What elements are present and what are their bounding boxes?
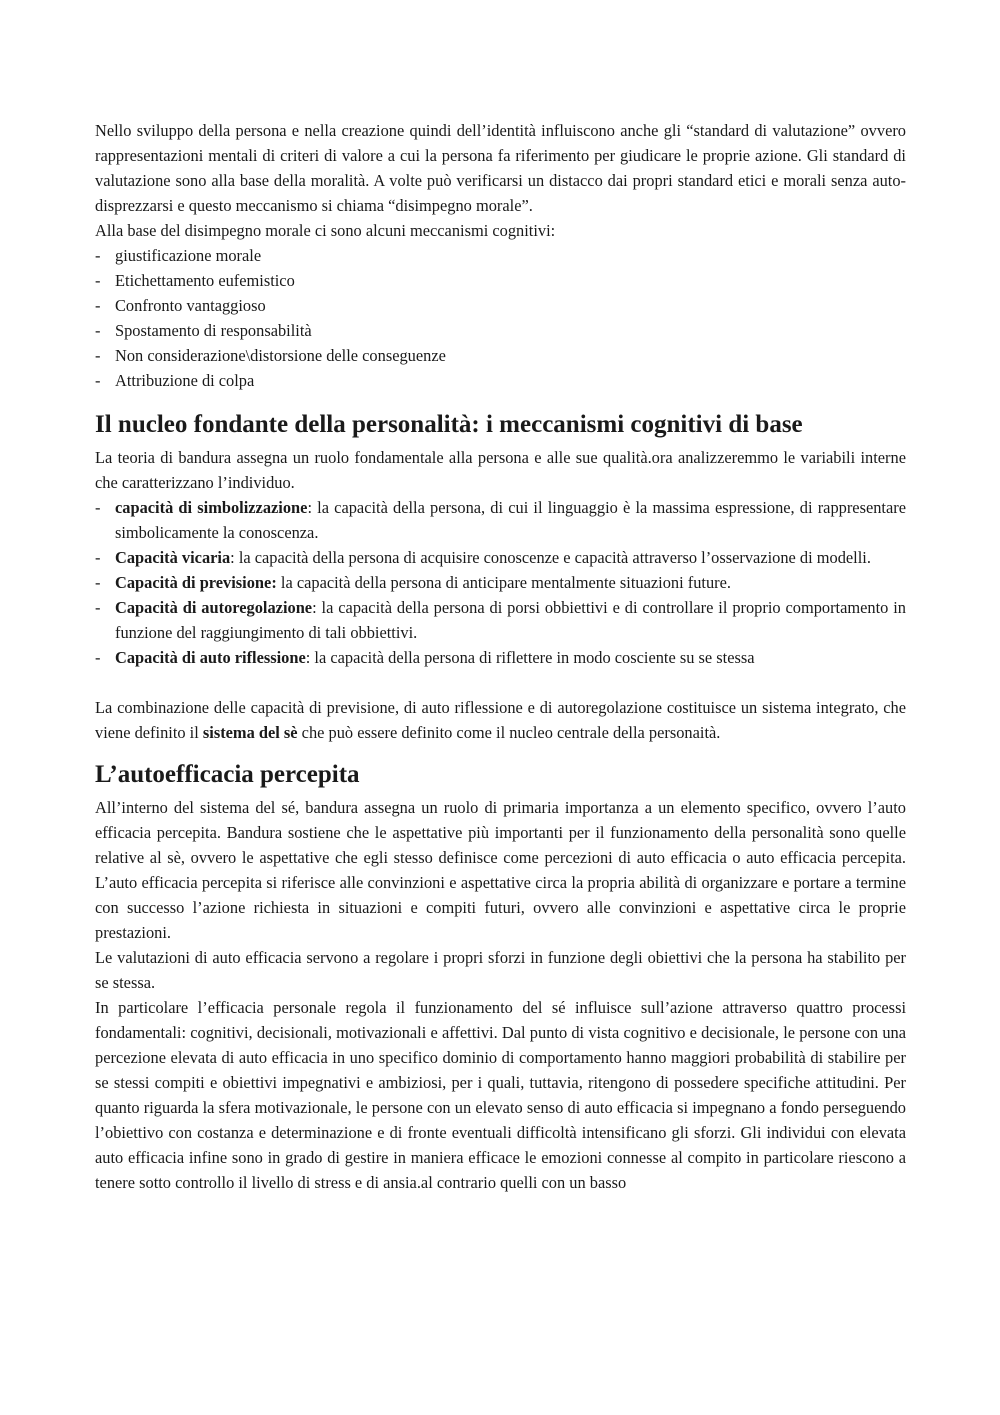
list-item-term: Capacità vicaria bbox=[115, 548, 231, 567]
list-item-text: : la capacità della persona, di cui il linguaggio è la massima espressione, di rappresentare simbolicamente la conoscenza. bbox=[115, 498, 906, 542]
list-item-term: capacità di simbolizzazione bbox=[115, 498, 308, 517]
section-heading-self-efficacy: L’autoefficacia percepita bbox=[95, 761, 360, 788]
list-item-text: : la capacità della persona di porsi obbiettivi e di controllare il proprio comportamento in funzione del raggiungimento di tali obbiettivi. bbox=[115, 598, 906, 642]
moral-disengagement-list bbox=[95, 243, 906, 393]
list-item bbox=[95, 495, 906, 545]
list-item: - Non considerazione\distorsione delle conseguenze bbox=[95, 343, 906, 368]
section1-intro-paragraph: La teoria di bandura assegna un ruolo fondamentale alla persona e alle sue qualità.ora analizzeremmo le variabili interne che caratterizzano l’individuo. bbox=[95, 448, 906, 492]
list-item: - Etichettamento eufemistico bbox=[95, 268, 906, 293]
self-efficacy-paragraph: Le valutazioni di auto efficacia servono a regolare i propri sforzi in funzione degli obiettivi che la persona ha stabilito per se stessa. bbox=[95, 948, 906, 992]
list-item-text: : la capacità della persona di acquisire conoscenze e capacità attraverso l’osservazione di modelli. bbox=[230, 548, 871, 567]
list-item bbox=[95, 595, 906, 645]
list-item-text: la capacità della persona di anticipare mentalmente situazioni future. bbox=[276, 573, 731, 592]
list-item: - Attribuzione di colpa bbox=[95, 368, 906, 393]
self-efficacy-paragraph: All’interno del sistema del sé, bandura assegna un ruolo di primaria importanza a un elemento specifico, ovvero l’auto efficacia percepita. Bandura sostiene che le aspettative più importanti per il funzionamento della personalità sono quelle relative al sè, ovvero le aspettative che egli stesso definisce come percezioni di auto efficacia o auto efficacia percepita. L’auto efficacia percepita si riferisce alle convinzioni e aspettative circa la propria abilità di organizzare e portare a termine con successo l’azione richiesta in situazioni e compiti futuri, ovvero alle convinzioni e aspettative circa le proprie prestazioni. bbox=[95, 798, 906, 942]
highlighted-term: sistema del sè bbox=[202, 723, 298, 742]
list-item bbox=[95, 545, 906, 570]
list-item-term: Capacità di auto riflessione bbox=[115, 648, 306, 667]
paragraph-text: che può essere definito come il nucleo centrale della personaità. bbox=[297, 723, 721, 742]
list-item: - Spostamento di responsabilità bbox=[95, 318, 906, 343]
list-item bbox=[95, 570, 906, 595]
self-efficacy-paragraph: In particolare l’efficacia personale regola il funzionamento del sé influisce sull’azione attraverso quattro processi fondamentali: cognitivi, decisionali, motivazionali e affettivi. Dal punto di vista cognitivo e decisionale, le persone con una percezione elevata di auto efficacia in uno specifico dominio di comportamento hanno maggiori probabilità di stabilire per se stessi compiti e obiettivi impegnativi e ambiziosi, per i quali, tuttavia, ritengono di possedere specifiche attitudini. Per quanto riguarda la sfera motivazionale, le persone con un elevato senso di auto efficacia si impegnano a fondo perseguendo l’obiettivo con costanza e determinazione e di fronte eventuali difficoltà intensificano gli sforzi. Gli individui con elevata auto efficacia infine sono in grado di gestire in maniera efficace le emozioni connesse al compito in particolare riescono a tenere sotto controllo il livello di stress e di ansia.al contrario quelli con un basso bbox=[95, 998, 906, 1192]
list-item-term: Capacità di previsione: bbox=[115, 573, 277, 592]
list-item: - Confronto vantaggioso bbox=[95, 293, 906, 318]
list-item-term: Capacità di autoregolazione bbox=[115, 598, 313, 617]
list-item-text: : la capacità della persona di riflettere in modo cosciente su se stessa bbox=[305, 648, 755, 667]
section-heading-cognitive-mechanisms: Il nucleo fondante della personalità: i meccanismi cognitivi di base bbox=[95, 411, 803, 438]
self-system-paragraph bbox=[95, 695, 906, 745]
list-item: - giustificazione morale bbox=[95, 243, 906, 268]
intro-list-lead: Alla base del disimpegno morale ci sono alcuni meccanismi cognitivi: bbox=[95, 221, 556, 240]
intro-paragraph: Nello sviluppo della persona e nella creazione quindi dell’identità influiscono anche gli “standard di valutazione” ovvero rappresentazioni mentali di criteri di valore a cui la persona fa riferimento per giudicare le proprie azione. Gli standard di valutazione sono alla base della moralità. A volte può verificarsi un distacco dai propri standard etici e morali senza auto-disprezzarsi e questo meccanismo si chiama “disimpegno morale”. bbox=[95, 121, 906, 215]
capacities-list bbox=[95, 495, 906, 670]
paragraph-text: La combinazione delle capacità di previsione, di auto riflessione e di autoregolazione costituisce un sistema integrato, che viene definito il bbox=[95, 698, 906, 742]
list-item bbox=[95, 645, 906, 670]
document-page bbox=[95, 118, 906, 1195]
